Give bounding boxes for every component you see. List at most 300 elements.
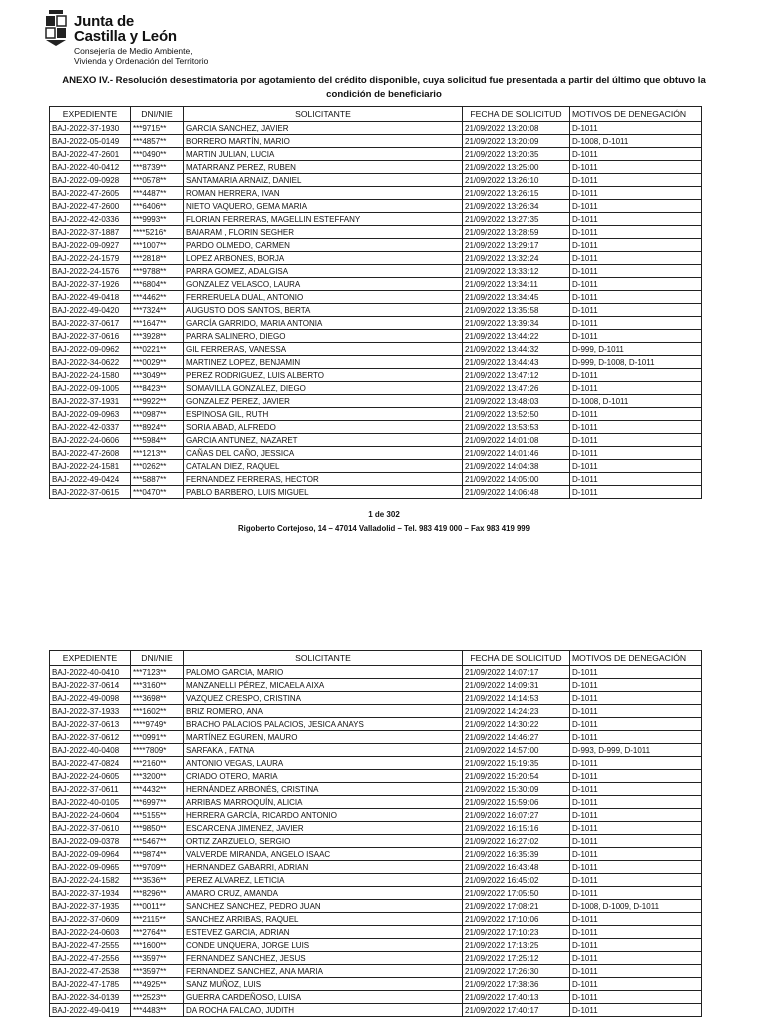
dni-cell: ***4462** bbox=[131, 291, 184, 304]
solicitante-cell: PALOMO GARCIA, MARIO bbox=[184, 666, 463, 679]
fecha-cell: 21/09/2022 17:13:25 bbox=[463, 939, 570, 952]
motivos-cell: D-1011 bbox=[570, 796, 702, 809]
fecha-cell: 21/09/2022 17:40:13 bbox=[463, 991, 570, 1004]
motivos-cell: D-1011 bbox=[570, 460, 702, 473]
motivos-cell: D-1011 bbox=[570, 718, 702, 731]
junta-logo bbox=[44, 8, 244, 66]
denial-table-2 bbox=[49, 650, 702, 1017]
expediente-cell: BAJ-2022-42-0336 bbox=[50, 213, 131, 226]
solicitante-cell: GARCIA SANCHEZ, JAVIER bbox=[184, 122, 463, 135]
expediente-cell: BAJ-2022-24-1581 bbox=[50, 460, 131, 473]
dni-cell: ***5887** bbox=[131, 473, 184, 486]
motivos-cell: D-1011 bbox=[570, 408, 702, 421]
solicitante-cell: BRIZ ROMERO, ANA bbox=[184, 705, 463, 718]
dni-cell: ***9922** bbox=[131, 395, 184, 408]
expediente-cell: BAJ-2022-34-0622 bbox=[50, 356, 131, 369]
fecha-cell: 21/09/2022 13:47:12 bbox=[463, 369, 570, 382]
motivos-cell: D-1011 bbox=[570, 952, 702, 965]
fecha-cell: 21/09/2022 13:28:59 bbox=[463, 226, 570, 239]
dni-cell: ***2818** bbox=[131, 252, 184, 265]
expediente-cell: BAJ-2022-09-0927 bbox=[50, 239, 131, 252]
dni-cell: ***6406** bbox=[131, 200, 184, 213]
dni-cell: ***7324** bbox=[131, 304, 184, 317]
dni-cell: ****5216* bbox=[131, 226, 184, 239]
motivos-cell: D-1008, D-1009, D-1011 bbox=[570, 900, 702, 913]
column-header-expediente: EXPEDIENTE bbox=[50, 107, 131, 122]
table-row bbox=[50, 978, 702, 991]
expediente-cell: BAJ-2022-24-1582 bbox=[50, 874, 131, 887]
expediente-cell: BAJ-2022-47-2556 bbox=[50, 952, 131, 965]
expediente-cell: BAJ-2022-09-0963 bbox=[50, 408, 131, 421]
motivos-cell: D-1011 bbox=[570, 757, 702, 770]
expediente-cell: BAJ-2022-37-0615 bbox=[50, 486, 131, 499]
dni-cell: ***4432** bbox=[131, 783, 184, 796]
solicitante-cell: VAZQUEZ CRESPO, CRISTINA bbox=[184, 692, 463, 705]
dni-cell: ***9874** bbox=[131, 848, 184, 861]
expediente-cell: BAJ-2022-24-0603 bbox=[50, 926, 131, 939]
fecha-cell: 21/09/2022 13:48:03 bbox=[463, 395, 570, 408]
motivos-cell: D-1011 bbox=[570, 187, 702, 200]
fecha-cell: 21/09/2022 17:38:36 bbox=[463, 978, 570, 991]
table-row bbox=[50, 187, 702, 200]
solicitante-cell: CAÑAS DEL CAÑO, JESSICA bbox=[184, 447, 463, 460]
fecha-cell: 21/09/2022 14:07:17 bbox=[463, 666, 570, 679]
table-row bbox=[50, 395, 702, 408]
fecha-cell: 21/09/2022 14:09:31 bbox=[463, 679, 570, 692]
table-row bbox=[50, 317, 702, 330]
fecha-cell: 21/09/2022 13:20:08 bbox=[463, 122, 570, 135]
dni-cell: ***3928** bbox=[131, 330, 184, 343]
expediente-cell: BAJ-2022-37-0612 bbox=[50, 731, 131, 744]
table-row bbox=[50, 731, 702, 744]
dni-cell: ***1602** bbox=[131, 705, 184, 718]
motivos-cell: D-1011 bbox=[570, 122, 702, 135]
fecha-cell: 21/09/2022 13:29:17 bbox=[463, 239, 570, 252]
fecha-cell: 21/09/2022 16:07:27 bbox=[463, 809, 570, 822]
dni-cell: ***1600** bbox=[131, 939, 184, 952]
expediente-cell: BAJ-2022-24-1580 bbox=[50, 369, 131, 382]
solicitante-cell: FERNANDEZ FERRERAS, HECTOR bbox=[184, 473, 463, 486]
motivos-cell: D-1011 bbox=[570, 486, 702, 499]
expediente-cell: BAJ-2022-37-1931 bbox=[50, 395, 131, 408]
motivos-cell: D-1011 bbox=[570, 252, 702, 265]
solicitante-cell: PARDO OLMEDO, CARMEN bbox=[184, 239, 463, 252]
fecha-cell: 21/09/2022 14:57:00 bbox=[463, 744, 570, 757]
motivos-cell: D-1011 bbox=[570, 421, 702, 434]
motivos-cell: D-1011 bbox=[570, 226, 702, 239]
table-row bbox=[50, 939, 702, 952]
fecha-cell: 21/09/2022 13:20:35 bbox=[463, 148, 570, 161]
dni-cell: ***4483** bbox=[131, 1004, 184, 1017]
solicitante-cell: HERNANDEZ GABARRI, ADRIAN bbox=[184, 861, 463, 874]
fecha-cell: 21/09/2022 13:27:35 bbox=[463, 213, 570, 226]
motivos-cell: D-993, D-999, D-1011 bbox=[570, 744, 702, 757]
table-row bbox=[50, 122, 702, 135]
motivos-cell: D-1011 bbox=[570, 1004, 702, 1017]
expediente-cell: BAJ-2022-09-0962 bbox=[50, 343, 131, 356]
motivos-cell: D-1011 bbox=[570, 473, 702, 486]
solicitante-cell: GARCÍA GARRIDO, MARIA ANTONIA bbox=[184, 317, 463, 330]
expediente-cell: BAJ-2022-37-0614 bbox=[50, 679, 131, 692]
dni-cell: ***4487** bbox=[131, 187, 184, 200]
dni-cell: ***0221** bbox=[131, 343, 184, 356]
dni-cell: ***8924** bbox=[131, 421, 184, 434]
fecha-cell: 21/09/2022 14:30:22 bbox=[463, 718, 570, 731]
expediente-cell: BAJ-2022-47-2601 bbox=[50, 148, 131, 161]
solicitante-cell: CRIADO OTERO, MARIA bbox=[184, 770, 463, 783]
solicitante-cell: SANZ MUÑOZ, LUIS bbox=[184, 978, 463, 991]
dni-cell: ***3200** bbox=[131, 770, 184, 783]
fecha-cell: 21/09/2022 13:53:53 bbox=[463, 421, 570, 434]
solicitante-cell: ESTEVEZ GARCIA, ADRIAN bbox=[184, 926, 463, 939]
dni-cell: ***7123** bbox=[131, 666, 184, 679]
department-line-2: Vivienda y Ordenación del Territorio bbox=[74, 55, 209, 66]
fecha-cell: 21/09/2022 14:04:38 bbox=[463, 460, 570, 473]
fecha-cell: 21/09/2022 16:35:39 bbox=[463, 848, 570, 861]
motivos-cell: D-1011 bbox=[570, 861, 702, 874]
brand-line-1: Junta de bbox=[74, 13, 135, 30]
dni-cell: ***5984** bbox=[131, 434, 184, 447]
expediente-cell: BAJ-2022-49-0418 bbox=[50, 291, 131, 304]
table-body bbox=[50, 666, 702, 1017]
solicitante-cell: BRACHO PALACIOS PALACIOS, JESICA ANAYS bbox=[184, 718, 463, 731]
motivos-cell: D-1011 bbox=[570, 148, 702, 161]
fecha-cell: 21/09/2022 14:01:08 bbox=[463, 434, 570, 447]
expediente-cell: BAJ-2022-37-0611 bbox=[50, 783, 131, 796]
table-row bbox=[50, 783, 702, 796]
solicitante-cell: BAIARAM , FLORIN SEGHER bbox=[184, 226, 463, 239]
table-row bbox=[50, 848, 702, 861]
motivos-cell: D-1011 bbox=[570, 278, 702, 291]
table-row bbox=[50, 161, 702, 174]
fecha-cell: 21/09/2022 13:39:34 bbox=[463, 317, 570, 330]
fecha-cell: 21/09/2022 15:20:54 bbox=[463, 770, 570, 783]
expediente-cell: BAJ-2022-09-0378 bbox=[50, 835, 131, 848]
table-row bbox=[50, 304, 702, 317]
table-row bbox=[50, 382, 702, 395]
motivos-cell: D-1011 bbox=[570, 265, 702, 278]
expediente-cell: BAJ-2022-37-1934 bbox=[50, 887, 131, 900]
column-header-expediente: EXPEDIENTE bbox=[50, 651, 131, 666]
dni-cell: ***1647** bbox=[131, 317, 184, 330]
solicitante-cell: GIL FERRERAS, VANESSA bbox=[184, 343, 463, 356]
dni-cell: ***4925** bbox=[131, 978, 184, 991]
expediente-cell: BAJ-2022-37-1887 bbox=[50, 226, 131, 239]
table-row bbox=[50, 486, 702, 499]
department-line-1: Consejería de Medio Ambiente, bbox=[74, 46, 193, 56]
dni-cell: ***0987** bbox=[131, 408, 184, 421]
expediente-cell: BAJ-2022-47-0824 bbox=[50, 757, 131, 770]
solicitante-cell: CONDE UNQUERA, JORGE LUIS bbox=[184, 939, 463, 952]
table-row bbox=[50, 434, 702, 447]
table-row bbox=[50, 965, 702, 978]
solicitante-cell: PEREZ RODRIGUEZ, LUIS ALBERTO bbox=[184, 369, 463, 382]
table-row bbox=[50, 900, 702, 913]
motivos-cell: D-1011 bbox=[570, 692, 702, 705]
motivos-cell: D-1011 bbox=[570, 848, 702, 861]
dni-cell: ***1213** bbox=[131, 447, 184, 460]
expediente-cell: BAJ-2022-40-0105 bbox=[50, 796, 131, 809]
column-header-motivos: MOTIVOS DE DENEGACIÓN bbox=[570, 107, 702, 122]
motivos-cell: D-1011 bbox=[570, 770, 702, 783]
table-row bbox=[50, 887, 702, 900]
solicitante-cell: BORRERO MARTÍN, MARIO bbox=[184, 135, 463, 148]
expediente-cell: BAJ-2022-24-0604 bbox=[50, 809, 131, 822]
motivos-cell: D-1011 bbox=[570, 991, 702, 1004]
solicitante-cell: MATARRANZ PEREZ, RUBEN bbox=[184, 161, 463, 174]
expediente-cell: BAJ-2022-09-0965 bbox=[50, 861, 131, 874]
solicitante-cell: AMARO CRUZ, AMANDA bbox=[184, 887, 463, 900]
solicitante-cell: CATALAN DIEZ, RAQUEL bbox=[184, 460, 463, 473]
column-header-motivos: MOTIVOS DE DENEGACIÓN bbox=[570, 651, 702, 666]
expediente-cell: BAJ-2022-40-0410 bbox=[50, 666, 131, 679]
motivos-cell: D-1011 bbox=[570, 161, 702, 174]
column-header-fecha: FECHA DE SOLICITUD bbox=[463, 107, 570, 122]
expediente-cell: BAJ-2022-37-1935 bbox=[50, 900, 131, 913]
column-header-dni: DNI/NIE bbox=[131, 651, 184, 666]
motivos-cell: D-999, D-1011 bbox=[570, 343, 702, 356]
table-row bbox=[50, 408, 702, 421]
motivos-cell: D-1011 bbox=[570, 369, 702, 382]
fecha-cell: 21/09/2022 16:15:16 bbox=[463, 822, 570, 835]
expediente-cell: BAJ-2022-47-2608 bbox=[50, 447, 131, 460]
table-row bbox=[50, 926, 702, 939]
fecha-cell: 21/09/2022 14:05:00 bbox=[463, 473, 570, 486]
dni-cell: ***2764** bbox=[131, 926, 184, 939]
fecha-cell: 21/09/2022 14:06:48 bbox=[463, 486, 570, 499]
column-header-solicitante: SOLICITANTE bbox=[184, 651, 463, 666]
dni-cell: ***1007** bbox=[131, 239, 184, 252]
expediente-cell: BAJ-2022-49-0419 bbox=[50, 1004, 131, 1017]
fecha-cell: 21/09/2022 13:52:50 bbox=[463, 408, 570, 421]
solicitante-cell: NIETO VAQUERO, GEMA MARIA bbox=[184, 200, 463, 213]
fecha-cell: 21/09/2022 13:32:24 bbox=[463, 252, 570, 265]
dni-cell: ***3160** bbox=[131, 679, 184, 692]
fecha-cell: 21/09/2022 16:45:02 bbox=[463, 874, 570, 887]
table-header-row bbox=[50, 651, 702, 666]
table-row bbox=[50, 473, 702, 486]
table-row bbox=[50, 265, 702, 278]
solicitante-cell: ROMAN HERRERA, IVAN bbox=[184, 187, 463, 200]
expediente-cell: BAJ-2022-34-0139 bbox=[50, 991, 131, 1004]
table-row bbox=[50, 952, 702, 965]
table-row bbox=[50, 421, 702, 434]
dni-cell: ***9993** bbox=[131, 213, 184, 226]
dni-cell: ***9788** bbox=[131, 265, 184, 278]
table-row bbox=[50, 705, 702, 718]
brand-line-2: Castilla y León bbox=[74, 28, 177, 45]
fecha-cell: 21/09/2022 13:26:10 bbox=[463, 174, 570, 187]
dni-cell: ***0011** bbox=[131, 900, 184, 913]
coat-of-arms-icon bbox=[44, 8, 68, 48]
solicitante-cell: PARRA SALINERO, DIEGO bbox=[184, 330, 463, 343]
solicitante-cell: ORTIZ ZARZUELO, SERGIO bbox=[184, 835, 463, 848]
solicitante-cell: SARFAKA , FATNA bbox=[184, 744, 463, 757]
expediente-cell: BAJ-2022-40-0412 bbox=[50, 161, 131, 174]
motivos-cell: D-1011 bbox=[570, 926, 702, 939]
fecha-cell: 21/09/2022 16:43:48 bbox=[463, 861, 570, 874]
table-row bbox=[50, 226, 702, 239]
solicitante-cell: AUGUSTO DOS SANTOS, BERTA bbox=[184, 304, 463, 317]
fecha-cell: 21/09/2022 17:08:21 bbox=[463, 900, 570, 913]
column-header-fecha: FECHA DE SOLICITUD bbox=[463, 651, 570, 666]
motivos-cell: D-1011 bbox=[570, 978, 702, 991]
solicitante-cell: DA ROCHA FALCAO, JUDITH bbox=[184, 1004, 463, 1017]
solicitante-cell: PARRA GOMEZ, ADALGISA bbox=[184, 265, 463, 278]
fecha-cell: 21/09/2022 13:34:11 bbox=[463, 278, 570, 291]
solicitante-cell: FERNANDEZ SANCHEZ, ANA MARIA bbox=[184, 965, 463, 978]
solicitante-cell: SOMAVILLA GONZALEZ, DIEGO bbox=[184, 382, 463, 395]
fecha-cell: 21/09/2022 17:25:12 bbox=[463, 952, 570, 965]
expediente-cell: BAJ-2022-24-1579 bbox=[50, 252, 131, 265]
motivos-cell: D-1011 bbox=[570, 835, 702, 848]
table-row bbox=[50, 796, 702, 809]
expediente-cell: BAJ-2022-37-0609 bbox=[50, 913, 131, 926]
solicitante-cell: HERRERA GARCÍA, RICARDO ANTONIO bbox=[184, 809, 463, 822]
fecha-cell: 21/09/2022 13:44:32 bbox=[463, 343, 570, 356]
dni-cell: ***9850** bbox=[131, 822, 184, 835]
fecha-cell: 21/09/2022 17:40:17 bbox=[463, 1004, 570, 1017]
solicitante-cell: VALVERDE MIRANDA, ANGELO ISAAC bbox=[184, 848, 463, 861]
fecha-cell: 21/09/2022 13:44:22 bbox=[463, 330, 570, 343]
motivos-cell: D-1011 bbox=[570, 382, 702, 395]
fecha-cell: 21/09/2022 14:14:53 bbox=[463, 692, 570, 705]
table-row bbox=[50, 252, 702, 265]
expediente-cell: BAJ-2022-49-0098 bbox=[50, 692, 131, 705]
expediente-cell: BAJ-2022-47-2605 bbox=[50, 187, 131, 200]
expediente-cell: BAJ-2022-37-1933 bbox=[50, 705, 131, 718]
dni-cell: ***9715** bbox=[131, 122, 184, 135]
table-row bbox=[50, 174, 702, 187]
fecha-cell: 21/09/2022 15:59:06 bbox=[463, 796, 570, 809]
fecha-cell: 21/09/2022 14:01:46 bbox=[463, 447, 570, 460]
table-header-row bbox=[50, 107, 702, 122]
table-row bbox=[50, 213, 702, 226]
solicitante-cell: ESCARCENA JIMENEZ, JAVIER bbox=[184, 822, 463, 835]
dni-cell: ***6997** bbox=[131, 796, 184, 809]
column-header-solicitante: SOLICITANTE bbox=[184, 107, 463, 122]
solicitante-cell: SANTAMARIA ARNAIZ, DANIEL bbox=[184, 174, 463, 187]
table-row bbox=[50, 822, 702, 835]
dni-cell: ***8296** bbox=[131, 887, 184, 900]
motivos-cell: D-1011 bbox=[570, 239, 702, 252]
solicitante-cell: MARTIN JULIAN, LUCIA bbox=[184, 148, 463, 161]
fecha-cell: 21/09/2022 17:10:06 bbox=[463, 913, 570, 926]
table-row bbox=[50, 460, 702, 473]
dni-cell: ***2160** bbox=[131, 757, 184, 770]
solicitante-cell: FERRERUELA DUAL, ANTONIO bbox=[184, 291, 463, 304]
table-row bbox=[50, 369, 702, 382]
table-row bbox=[50, 330, 702, 343]
expediente-cell: BAJ-2022-37-0616 bbox=[50, 330, 131, 343]
motivos-cell: D-1008, D-1011 bbox=[570, 135, 702, 148]
motivos-cell: D-1011 bbox=[570, 434, 702, 447]
expediente-cell: BAJ-2022-24-0605 bbox=[50, 770, 131, 783]
department-name bbox=[74, 47, 264, 66]
dni-cell: ***4857** bbox=[131, 135, 184, 148]
expediente-cell: BAJ-2022-47-2538 bbox=[50, 965, 131, 978]
dni-cell: ***0262** bbox=[131, 460, 184, 473]
solicitante-cell: SANCHEZ SANCHEZ, PEDRO JUAN bbox=[184, 900, 463, 913]
solicitante-cell: SANCHEZ ARRIBAS, RAQUEL bbox=[184, 913, 463, 926]
dni-cell: ***2523** bbox=[131, 991, 184, 1004]
dni-cell: ***3698** bbox=[131, 692, 184, 705]
motivos-cell: D-1011 bbox=[570, 291, 702, 304]
fecha-cell: 21/09/2022 14:46:27 bbox=[463, 731, 570, 744]
dni-cell: ***3597** bbox=[131, 965, 184, 978]
fecha-cell: 21/09/2022 16:27:02 bbox=[463, 835, 570, 848]
motivos-cell: D-1011 bbox=[570, 783, 702, 796]
fecha-cell: 21/09/2022 13:20:09 bbox=[463, 135, 570, 148]
solicitante-cell: SORIA ABAD, ALFREDO bbox=[184, 421, 463, 434]
table-row bbox=[50, 679, 702, 692]
expediente-cell: BAJ-2022-09-1005 bbox=[50, 382, 131, 395]
table-row bbox=[50, 744, 702, 757]
motivos-cell: D-999, D-1008, D-1011 bbox=[570, 356, 702, 369]
motivos-cell: D-1011 bbox=[570, 317, 702, 330]
dni-cell: ***3536** bbox=[131, 874, 184, 887]
table-row bbox=[50, 356, 702, 369]
table-row bbox=[50, 874, 702, 887]
solicitante-cell: ARRIBAS MARROQUÍN, ALICIA bbox=[184, 796, 463, 809]
motivos-cell: D-1011 bbox=[570, 913, 702, 926]
solicitante-cell: GONZALEZ VELASCO, LAURA bbox=[184, 278, 463, 291]
fecha-cell: 21/09/2022 17:26:30 bbox=[463, 965, 570, 978]
motivos-cell: D-1011 bbox=[570, 965, 702, 978]
motivos-cell: D-1011 bbox=[570, 809, 702, 822]
table-row bbox=[50, 239, 702, 252]
solicitante-cell: ANTONIO VEGAS, LAURA bbox=[184, 757, 463, 770]
solicitante-cell: GARCIA ANTUNEZ, NAZARET bbox=[184, 434, 463, 447]
expediente-cell: BAJ-2022-37-1930 bbox=[50, 122, 131, 135]
motivos-cell: D-1011 bbox=[570, 447, 702, 460]
table-row bbox=[50, 1004, 702, 1017]
motivos-cell: D-1011 bbox=[570, 330, 702, 343]
dni-cell: ***2115** bbox=[131, 913, 184, 926]
dni-cell: ***6804** bbox=[131, 278, 184, 291]
fecha-cell: 21/09/2022 13:47:26 bbox=[463, 382, 570, 395]
table-row bbox=[50, 861, 702, 874]
motivos-cell: D-1011 bbox=[570, 213, 702, 226]
solicitante-cell: GONZALEZ PEREZ, JAVIER bbox=[184, 395, 463, 408]
solicitante-cell: MANZANELLI PÉREZ, MICAELA AIXA bbox=[184, 679, 463, 692]
expediente-cell: BAJ-2022-37-0617 bbox=[50, 317, 131, 330]
fecha-cell: 21/09/2022 15:19:35 bbox=[463, 757, 570, 770]
table-row bbox=[50, 835, 702, 848]
motivos-cell: D-1011 bbox=[570, 304, 702, 317]
column-header-dni: DNI/NIE bbox=[131, 107, 184, 122]
expediente-cell: BAJ-2022-42-0337 bbox=[50, 421, 131, 434]
motivos-cell: D-1011 bbox=[570, 822, 702, 835]
dni-cell: ***3597** bbox=[131, 952, 184, 965]
fecha-cell: 21/09/2022 13:44:43 bbox=[463, 356, 570, 369]
expediente-cell: BAJ-2022-49-0424 bbox=[50, 473, 131, 486]
fecha-cell: 21/09/2022 17:05:50 bbox=[463, 887, 570, 900]
expediente-cell: BAJ-2022-37-0610 bbox=[50, 822, 131, 835]
table-body bbox=[50, 122, 702, 499]
motivos-cell: D-1011 bbox=[570, 887, 702, 900]
table-row bbox=[50, 718, 702, 731]
dni-cell: ***5467** bbox=[131, 835, 184, 848]
expediente-cell: BAJ-2022-40-0408 bbox=[50, 744, 131, 757]
table-row bbox=[50, 148, 702, 161]
fecha-cell: 21/09/2022 13:33:12 bbox=[463, 265, 570, 278]
dni-cell: ***3049** bbox=[131, 369, 184, 382]
page-number: 1 de 302 bbox=[368, 510, 400, 519]
expediente-cell: BAJ-2022-05-0149 bbox=[50, 135, 131, 148]
table-row bbox=[50, 666, 702, 679]
fecha-cell: 21/09/2022 13:26:15 bbox=[463, 187, 570, 200]
